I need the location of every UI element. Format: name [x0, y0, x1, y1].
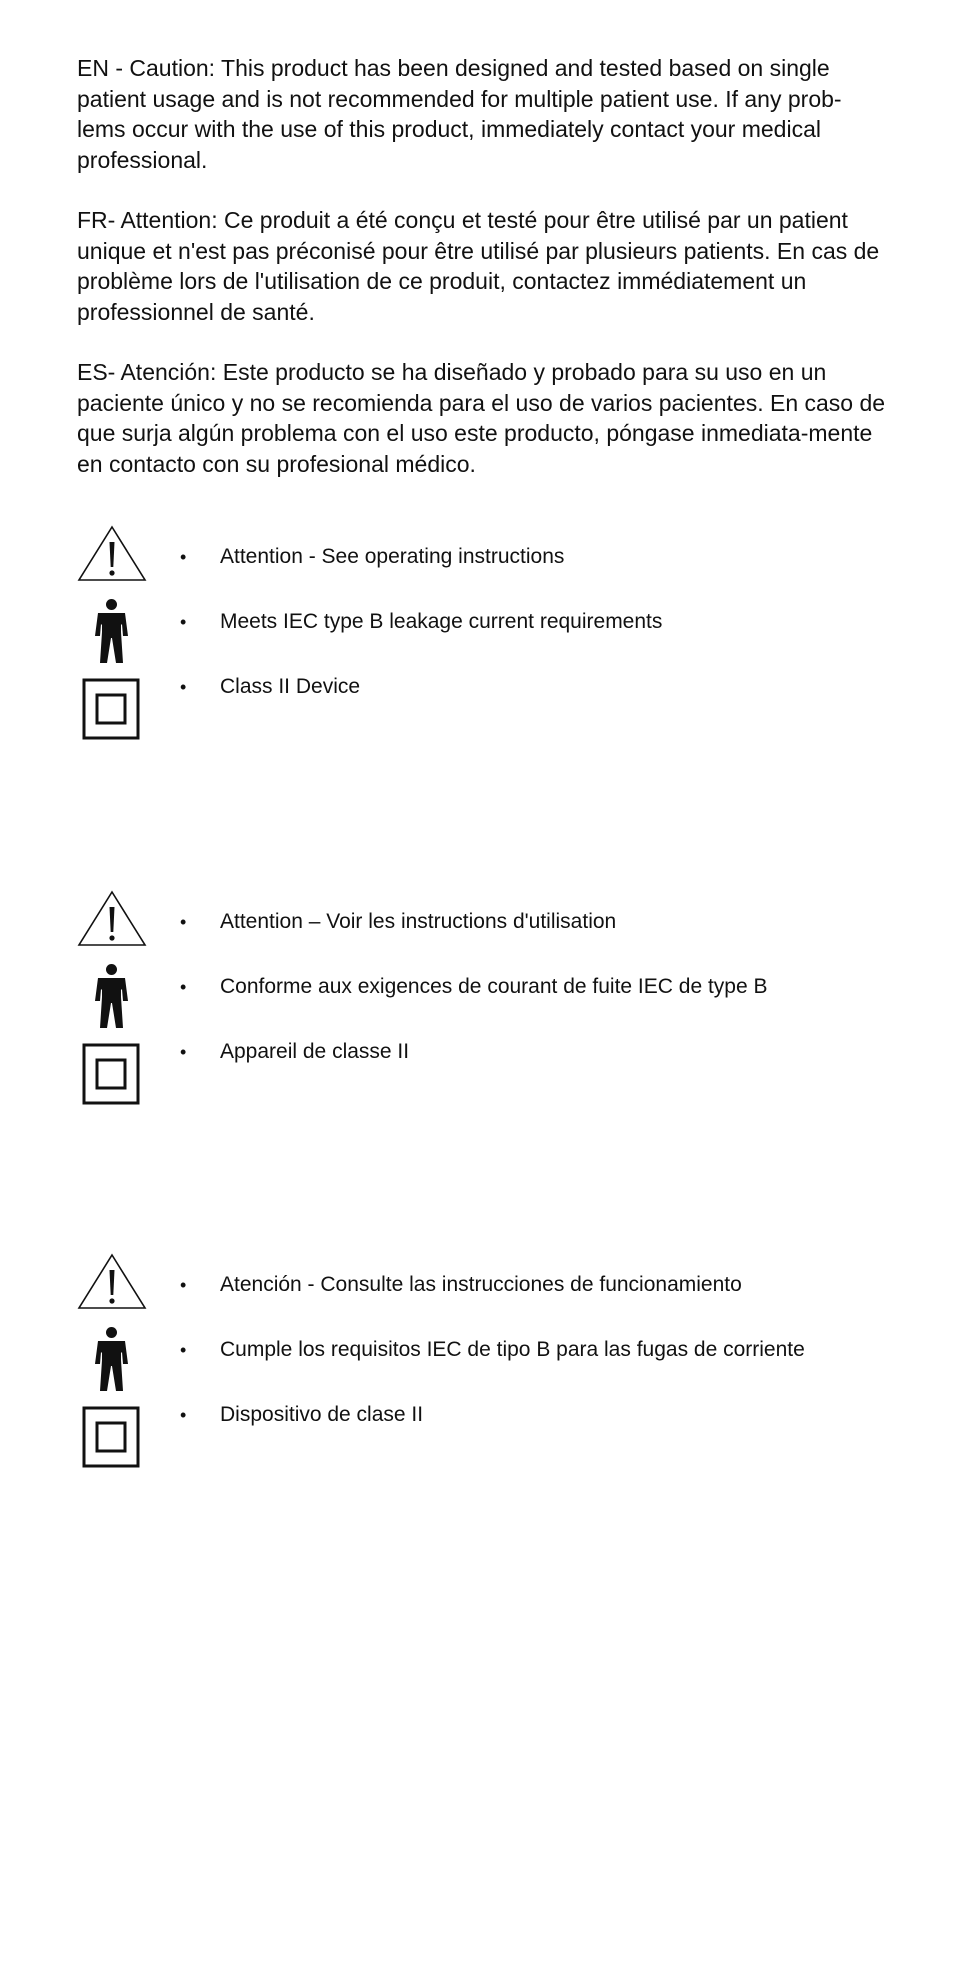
bullet: • [180, 612, 187, 632]
warning-triangle-icon [77, 525, 147, 582]
list-item [180, 1337, 805, 1363]
list-item [180, 609, 662, 635]
item-label: Attention - See operating instructions [220, 545, 565, 568]
item-label: Cumple los requisitos IEC de tipo B para las fugas de corriente [220, 1338, 805, 1361]
bullet: • [180, 547, 187, 567]
list-item [180, 544, 564, 570]
item-label: Conforme aux exigences de courant de fuite IEC de type B [220, 975, 768, 998]
symbol-legend-en [77, 525, 897, 755]
class-ii-device-icon [82, 1406, 140, 1468]
caution-text-en: EN - Caution: This product has been designed and tested based on single patient usage and is not recommended for multiple patient use. If any prob-lems occur with the use of this product, immediately contact your medical professional. [77, 55, 842, 173]
item-label: Appareil de classe II [220, 1040, 410, 1063]
symbol-legend-es [77, 1253, 897, 1483]
bullet: • [180, 1340, 187, 1360]
list-item [180, 909, 616, 935]
list-item [180, 1402, 423, 1428]
bullet: • [180, 1405, 187, 1425]
type-b-applied-part-icon [92, 1326, 131, 1392]
list-item [180, 1039, 409, 1065]
list-item [180, 1272, 742, 1298]
list-item [180, 974, 768, 1000]
type-b-applied-part-icon [92, 598, 131, 664]
bullet: • [180, 977, 187, 997]
caution-text-es: ES- Atención: Este producto se ha diseñado y probado para su uso en un paciente único y no se recomienda para el uso de varios pacientes. En caso de que surja algún problema con el uso este producto, póngase inmediata-mente en contacto con su profesional médico. [77, 359, 886, 477]
item-label: Dispositivo de clase II [220, 1403, 424, 1426]
item-label: Attention – Voir les instructions d'utilisation [220, 910, 617, 933]
warning-triangle-icon [77, 890, 147, 947]
bullet: • [180, 677, 187, 697]
item-label: Meets IEC type B leakage current requirements [220, 610, 663, 633]
bullet: • [180, 912, 187, 932]
bullet: • [180, 1042, 187, 1062]
caution-text-fr: FR- Attention: Ce produit a été conçu et testé pour être utilisé par un patient unique et n'est pas préconisé pour être utilisé par plusieurs patients. En cas de problème lors de l'utilisation de ce produit, contactez immédiatement un professionnel de santé. [77, 207, 880, 325]
item-label: Class II Device [220, 675, 361, 698]
symbol-legend-fr [77, 890, 897, 1120]
item-label: Atención - Consulte las instrucciones de funcionamiento [220, 1273, 742, 1296]
type-b-applied-part-icon [92, 963, 131, 1029]
bullet: • [180, 1275, 187, 1295]
class-ii-device-icon [82, 1043, 140, 1105]
list-item [180, 674, 360, 700]
class-ii-device-icon [82, 678, 140, 740]
warning-triangle-icon [77, 1253, 147, 1310]
